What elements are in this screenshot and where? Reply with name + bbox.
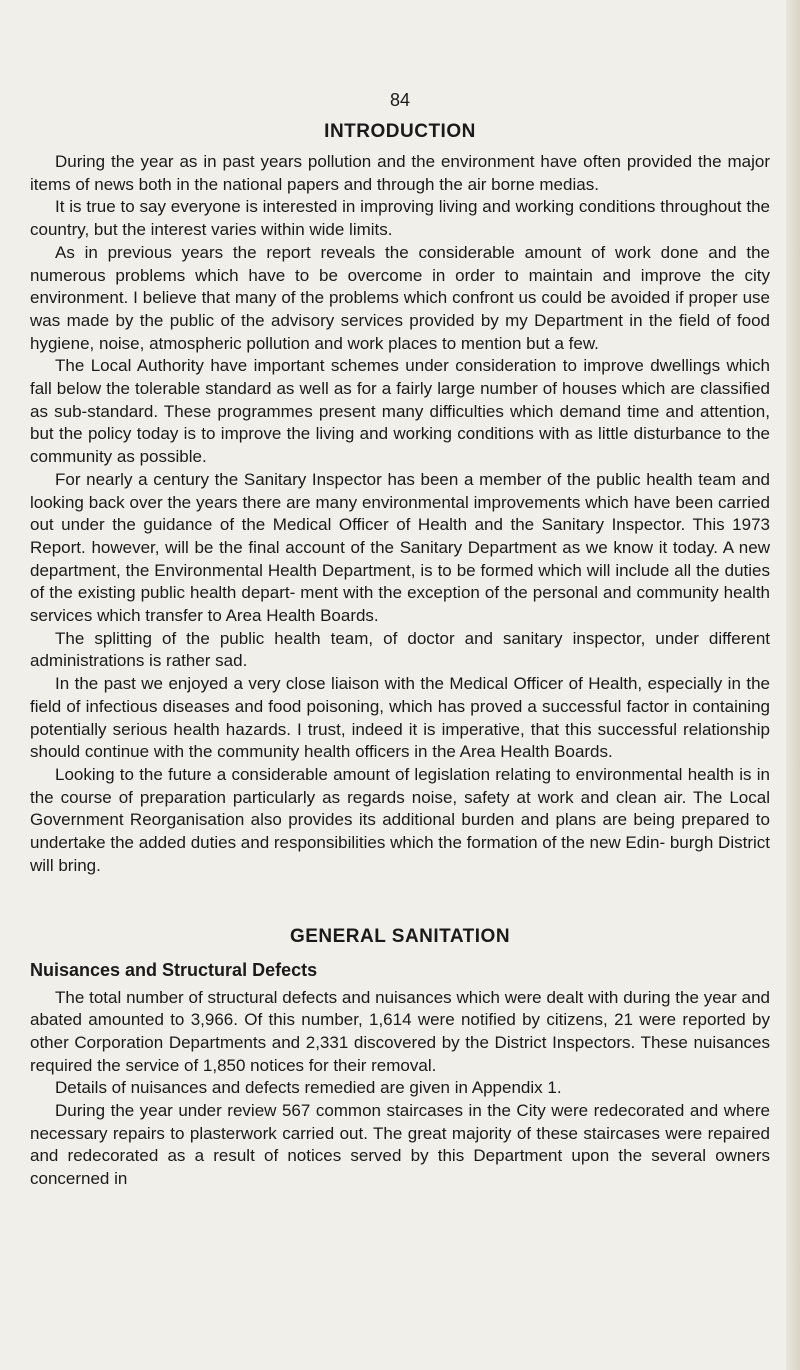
page-edge-shadow bbox=[786, 0, 800, 1370]
sanitation-paragraph-3: During the year under review 567 common staircases in the City were redecorated and where necessary repairs to plasterwork carried out. The great majority of these staircases were repaired and redecorated as a result of notices served by this Department upon the several owners concerned in bbox=[30, 1101, 770, 1189]
nuisances-subheading: Nuisances and Structural Defects bbox=[30, 959, 318, 980]
sanitation-paragraph-2: Details of nuisances and defects remedied are given in Appendix 1. bbox=[55, 1078, 562, 1098]
intro-paragraph-3: As in previous years the report reveals the considerable amount of work done and the numerous problems which have to be overcome in order to maintain and improve the city environment. I believe that many of the problems which confront us could be avoided if proper use was made by the public of the advisory services provided by my Department in the field of food hygiene, noise, atmospheric pollution and work places to mention but a few. bbox=[30, 242, 770, 353]
intro-paragraph-1: During the year as in past years pollution and the environment have often provided the major items of news both in the national papers and through the air borne medias. bbox=[30, 152, 770, 194]
document-page bbox=[30, 90, 770, 1191]
intro-paragraph-8: Looking to the future a considerable amount of legislation relating to environmental health is in the course of preparation particularly as regards noise, safety at work and clean air. The Local Government Reorganisation also provides its additional burden and plans are being prepared to undertake the added duties and responsibilities which the formation of the new Edin- burgh District will bring. bbox=[30, 764, 770, 875]
intro-paragraph-4: The Local Authority have important schemes under consideration to improve dwellings which fall below the tolerable standard as well as for a fairly large number of houses which are classified as sub-standard. These programmes present many difficulties which demand time and attention, but the policy today is to improve the living and working conditions with as little disturbance to the community as possible. bbox=[30, 356, 770, 467]
intro-paragraph-6: The splitting of the public health team, of doctor and sanitary inspector, under different administrations is rather sad. bbox=[30, 628, 770, 671]
general-sanitation-title: GENERAL SANITATION bbox=[289, 925, 511, 947]
sanitation-paragraph-1: The total number of structural defects and nuisances which were dealt with during the year and abated amounted to 3,966. Of this number, 1,614 were notified by citizens, 21 were reported by other Corporation Departments and 2,331 discovered by the District Inspectors. These nuisances required the service of 1,850 notices for their removal. bbox=[30, 987, 770, 1075]
introduction-title: INTRODUCTION bbox=[324, 121, 476, 142]
page-number: 84 bbox=[389, 90, 411, 110]
intro-paragraph-7: In the past we enjoyed a very close liaison with the Medical Officer of Health, especially in the field of infectious diseases and food poisoning, which has proved a successful factor in containing potentially serious health hazards. I trust, indeed it is imperative, that this successful relationship should continue with the community health officers in the Area Health Boards. bbox=[30, 674, 770, 762]
intro-paragraph-5: For nearly a century the Sanitary Inspector has been a member of the public health team and looking back over the years there are many environmental improvements which have been carried out under the guidance of the Medical Officer of Health and the Sanitary Inspector. This 1973 Report. however, will be the final account of the Sanitary Department as we know it today. A new department, the Environmental Health Department, is to be formed which will include all the duties of the existing public health depart- ment with the exception of the personal and community health services which transfer to Area Health Boards. bbox=[30, 469, 770, 626]
intro-paragraph-2: It is true to say everyone is interested in improving living and working conditions throughout the country, but the interest varies within wide limits. bbox=[30, 197, 770, 240]
